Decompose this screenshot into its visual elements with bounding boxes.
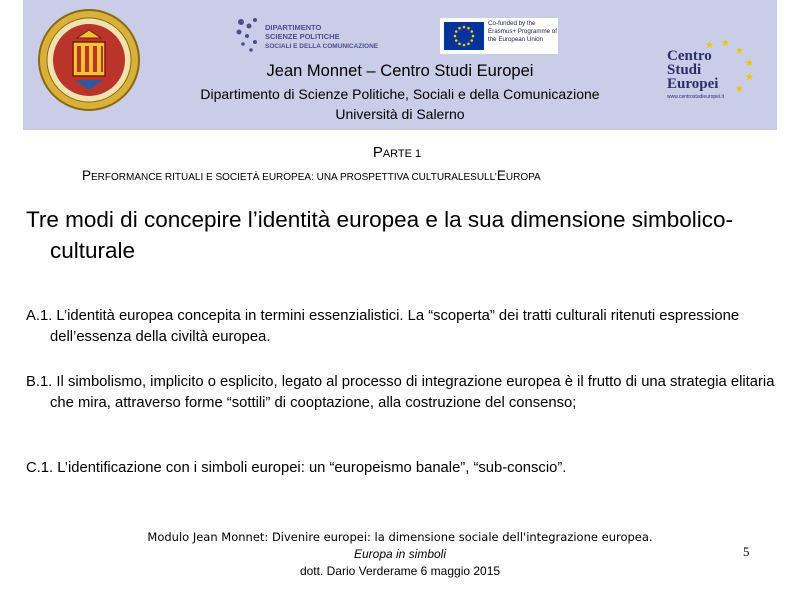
svg-text:Europei: Europei xyxy=(667,76,719,92)
svg-text:SCIENZE POLITICHE: SCIENZE POLITICHE xyxy=(265,32,340,41)
eu-logo-text: Co-funded by the Erasmus+ Programme of the European Union xyxy=(488,20,557,43)
header-university: Università di Salerno xyxy=(335,106,465,122)
svg-text:★: ★ xyxy=(735,46,744,57)
svg-text:DIPARTIMENTO: DIPARTIMENTO xyxy=(265,23,322,32)
eu-cofunded-logo xyxy=(440,18,558,54)
svg-text:★: ★ xyxy=(735,84,744,95)
svg-text:SOCIALI E DELLA COMUNICAZIONE: SOCIALI E DELLA COMUNICAZIONE xyxy=(265,43,379,50)
department-logo-icon xyxy=(231,14,391,58)
svg-text:Centro: Centro xyxy=(667,48,712,64)
slide-title: Tre modi di concepire l’identità europea e la sua dimensione simbolico-culturale xyxy=(26,207,734,263)
slide-header xyxy=(23,0,777,130)
footer-author-date: dott. Dario Verderame 6 maggio 2015 xyxy=(299,564,501,578)
header-department: Dipartimento di Scienze Politiche, Sociali e della Comunicazione xyxy=(200,86,600,102)
svg-text:★: ★ xyxy=(745,72,754,83)
section-subtitle: PERFORMANCE RITUALI E SOCIETÀ EUROPEA: UNA PROSPETTIVA CULTURALESULL’EUROPA xyxy=(82,168,541,183)
page-number: 5 xyxy=(743,544,750,559)
svg-text:★: ★ xyxy=(745,58,754,69)
eu-flag-icon xyxy=(444,22,484,50)
footer-topic: Europa in simboli xyxy=(353,547,447,561)
section-heading: PARTE 1 xyxy=(372,144,422,161)
footer-module: Modulo Jean Monnet: Divenire europei: la dimensione sociale dell'integrazione europea. xyxy=(147,530,653,544)
header-title: Jean Monnet – Centro Studi Europei xyxy=(266,62,534,80)
paragraph-b1: B.1. Il simbolismo, implicito o esplicito, legato al processo di integrazione europea è il frutto di una strategia elitaria che mira, attraverso forme “sottili” di cooptazione, alla costruzione del consenso; xyxy=(26,374,775,411)
paragraph-a1: A.1. L’identità europea concepita in termini essenzialistici. La “scoperta” dei tratti culturali ritenuti espressione dell’essenza della civiltà europea. xyxy=(26,308,740,345)
svg-text:www.centrostudieuropei.it: www.centrostudieuropei.it xyxy=(667,94,724,100)
svg-text:★: ★ xyxy=(721,38,730,49)
svg-text:Studi: Studi xyxy=(667,62,702,78)
paragraph-c1: C.1. L’identificazione con i simboli europei: un “europeismo banale”, “sub-conscio”. xyxy=(26,460,567,476)
svg-text:★: ★ xyxy=(705,40,714,51)
